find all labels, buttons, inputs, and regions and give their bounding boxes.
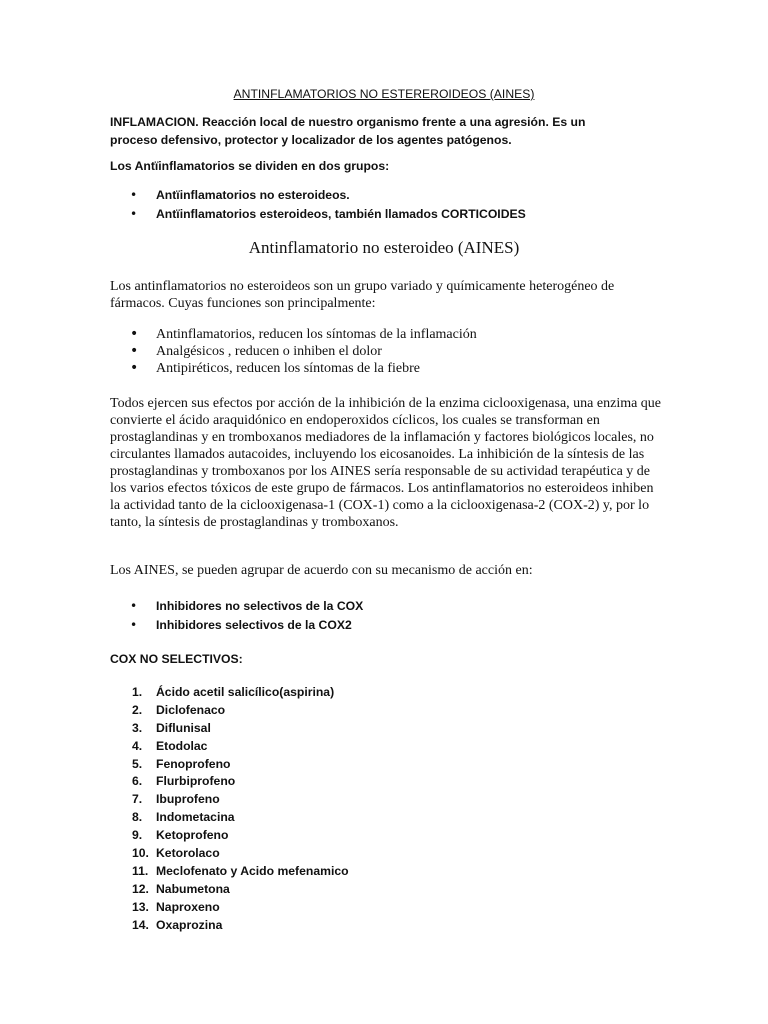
list-item-number: 2. (132, 702, 143, 717)
list-item-number: 10. (132, 846, 149, 861)
list-item-text: Analgésicos , reducen o inhiben el dolor (156, 344, 382, 359)
cox-groups-list (110, 597, 363, 635)
section-subtitle: Antinflamatorio no esteroideo (AINES) (248, 238, 520, 257)
list-item-number: 6. (132, 774, 143, 789)
list-item-text: Flurbiprofeno (156, 774, 236, 789)
list-item (110, 720, 349, 738)
list-item (110, 791, 349, 809)
list-item-text: Inhibidores no selectivos de la COX (156, 599, 364, 613)
bullet-icon: • (130, 618, 138, 632)
list-item-text: Antïinflamatorios no esteroideos. (156, 188, 350, 202)
list-item (110, 597, 363, 616)
list-item-text: Indometacina (156, 810, 235, 825)
cox-no-selectivos-list (110, 684, 349, 934)
list-item (110, 917, 349, 935)
list-item-text: Inhibidores selectivos de la COX2 (156, 618, 352, 632)
list-item-text: Antipiréticos, reducen los síntomas de la fiebre (156, 361, 420, 376)
bullet-icon: • (130, 207, 138, 221)
bullet-icon: • (130, 326, 139, 342)
list-item-text: Ketorolaco (156, 846, 220, 861)
list-item (110, 756, 349, 774)
list-item (110, 827, 349, 845)
list-item (110, 809, 349, 827)
mechanism-paragraph: Todos ejercen sus efectos por acción de la inhibición de la enzima ciclooxigenasa, una enzima que convierte el ácido araquidónico en endoperoxidos cíclicos, los cuales se transforman en prostaglandinas y en tromboxanos mediadores de la inflamación y factores biológicos locales, no circulantes llamados autacoides, incluyendo los eicosanoides. La inhibición de la síntesis de las prostaglandinas y tromboxanos por los AINES sería responsable de su actividad terapéutica y de los varios efectos tóxicos de este grupo de fármacos. Los antinflamatorios no esteroideos inhiben la actividad tanto de la ciclooxigenasa-1 (COX-1) como a la ciclooxigenasa-2 (COX-2) y, por lo tanto, la síntesis de prostaglandinas y tromboxanos. (110, 396, 662, 530)
list-item (110, 738, 349, 756)
list-item-text: Ibuprofeno (156, 792, 220, 807)
list-item-text: Naproxeno (156, 899, 220, 914)
list-item-number: 5. (132, 756, 143, 771)
list-item-text: Oxaprozina (156, 917, 223, 932)
list-item-text: Etodolac (156, 738, 208, 753)
list-item (110, 863, 349, 881)
list-item-text: Diclofenaco (156, 702, 226, 717)
list-item-number: 13. (132, 899, 149, 914)
list-item-text: Ketoprofeno (156, 828, 229, 843)
list-item (110, 343, 477, 360)
list-item-text: Ácido acetil salicílico(aspirina) (156, 685, 335, 699)
list-item (110, 205, 526, 224)
list-item-text: Diflunisal (156, 720, 211, 735)
bullet-icon: • (130, 599, 138, 613)
list-item-text: Antinflamatorios, reducen los síntomas de la inflamación (156, 327, 477, 342)
groups-list (110, 186, 526, 224)
aines-intro: Los antinflamatorios no esteroideos son un grupo variado y químicamente heterogéneo de fármacos. Cuyas funciones son principalmente: (110, 279, 615, 311)
bullet-icon: • (130, 188, 138, 202)
list-item-number: 4. (132, 738, 143, 753)
list-item (110, 773, 349, 791)
list-item-number: 14. (132, 917, 149, 932)
list-item-number: 1. (132, 685, 143, 699)
grouping-intro: Los AINES, se pueden agrupar de acuerdo con su mecanismo de acción en: (110, 563, 533, 578)
list-item-number: 11. (132, 863, 149, 878)
list-item-number: 12. (132, 881, 149, 896)
list-item-text: Meclofenato y Acido mefenamico (156, 863, 349, 878)
list-item-text: Nabumetona (156, 881, 230, 896)
list-item-number: 8. (132, 810, 143, 825)
list-item (110, 326, 477, 343)
list-item (110, 899, 349, 917)
list-item (110, 702, 349, 720)
cox-no-selectivos-heading: COX NO SELECTIVOS: (110, 652, 243, 666)
list-item (110, 684, 349, 702)
list-item-number: 3. (132, 720, 143, 735)
list-item (110, 616, 363, 635)
document-title: ANTINFLAMATORIOS NO ESTEREROIDEOS (AINES) (233, 87, 535, 101)
list-item-text: Fenoprofeno (156, 756, 231, 771)
list-item-number: 7. (132, 792, 143, 807)
list-item (110, 186, 526, 205)
inflamacion-definition: INFLAMACION. Reacción local de nuestro organismo frente a una agresión. Es un proceso defensivo, protector y localizador de los agentes patógenos. (110, 115, 586, 147)
groups-intro: Los Antïinflamatorios se dividen en dos grupos: (110, 159, 390, 173)
list-item-text: Antïinflamatorios esteroideos, también llamados CORTICOIDES (156, 207, 526, 221)
list-item (110, 360, 477, 377)
list-item (110, 881, 349, 899)
bullet-icon: • (130, 360, 139, 376)
functions-list (110, 326, 477, 377)
list-item (110, 845, 349, 863)
bullet-icon: • (130, 343, 139, 359)
list-item-number: 9. (132, 828, 143, 843)
